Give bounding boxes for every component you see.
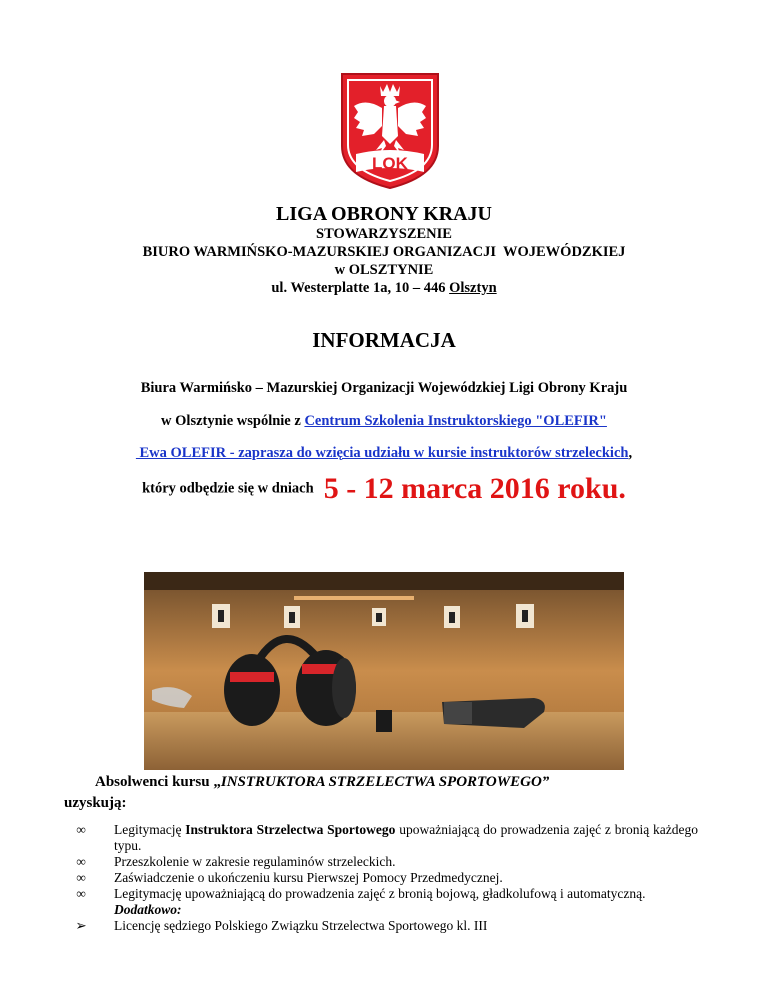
- magazine-icon: [376, 710, 392, 732]
- address-street: ul. Westerplatte 1a, 10 – 446: [271, 280, 450, 296]
- list-item: [62, 854, 698, 870]
- org-line-2: BIURO WARMIŃSKO-MAZURSKIEJ ORGANIZACJI WOJEWÓDZKIEJ: [142, 244, 626, 260]
- page-heading: INFORMACJA: [312, 328, 456, 352]
- benefit-1-post: upoważniającą do prowadzenia zajęć z bronią każdego typu.: [114, 822, 698, 853]
- benefit-3: Zaświadczenie o ukończeniu kursu Pierwszej Pomocy Przedmedycznej.: [114, 870, 503, 885]
- lok-logo-text: LOK: [372, 154, 408, 173]
- graduates-lead: [95, 774, 549, 791]
- benefit-1-pre: Legitymację: [114, 822, 186, 837]
- list-item: [62, 886, 698, 902]
- intro-line-3-suffix: ,: [628, 445, 633, 461]
- org-line-1: STOWARZYSZENIE: [316, 226, 452, 242]
- list-item: [62, 822, 698, 854]
- lok-logo: [330, 68, 450, 193]
- list-item: [62, 918, 698, 934]
- org-line-3: w OLSZTYNIE: [334, 262, 434, 278]
- dates-lead: który odbędzie się w dniach: [142, 480, 314, 497]
- bullet-icon: ∞: [76, 822, 86, 837]
- list-item: [62, 870, 698, 886]
- benefit-2: Przeszkolenie w zakresie regulaminów strzeleckich.: [114, 854, 396, 869]
- dates-highlight: 5 - 12 marca 2016 roku.: [323, 472, 626, 505]
- intro-line-2: [0, 413, 768, 430]
- additional-item: Licencję sędziego Polskiego Związku Strzelectwa Sportowego kl. III: [114, 918, 488, 933]
- org-address: [0, 280, 768, 297]
- course-name: INSTRUKTORA STRZELECTWA SPORTOWEGO”: [220, 774, 550, 790]
- shooting-range-photo: [144, 572, 624, 770]
- graduates-receive: uzyskują:: [64, 795, 127, 811]
- benefit-4: Legitymację upoważniającą do prowadzenia zajęć z bronią bojową, gładkolufową i automatyczną.: [114, 886, 646, 901]
- address-city: Olsztyn: [449, 280, 497, 296]
- graduates-lead-text: Absolwenci kursu „: [95, 774, 221, 790]
- pistol-icon: [442, 698, 545, 728]
- bullet-icon: ∞: [76, 886, 86, 901]
- intro-line-1: Biura Warmińsko – Mazurskiej Organizacji Wojewódzkiej Ligi Obrony Kraju: [140, 380, 628, 396]
- intro-line-3: [0, 445, 768, 462]
- benefit-1-bold: Instruktora Strzelectwa Sportowego: [185, 822, 396, 837]
- intro-line-2-prefix: w Olsztynie wspólnie z: [161, 413, 305, 429]
- arrow-bullet-icon: ➢: [75, 918, 87, 933]
- org-title: LIGA OBRONY KRAJU: [276, 203, 492, 225]
- additional-label-row: [62, 902, 698, 918]
- benefits-list: [62, 822, 698, 934]
- course-invite-link[interactable]: Ewa OLEFIR - zaprasza do wzięcia udziału w kursie instruktorów strzeleckich: [135, 445, 629, 461]
- olefir-center-link[interactable]: Centrum Szkolenia Instruktorskiego "OLEFIR": [304, 413, 607, 429]
- additional-label: Dodatkowo:: [114, 902, 182, 917]
- course-dates: [0, 472, 768, 506]
- bullet-icon: ∞: [76, 854, 86, 869]
- bullet-icon: ∞: [76, 870, 86, 885]
